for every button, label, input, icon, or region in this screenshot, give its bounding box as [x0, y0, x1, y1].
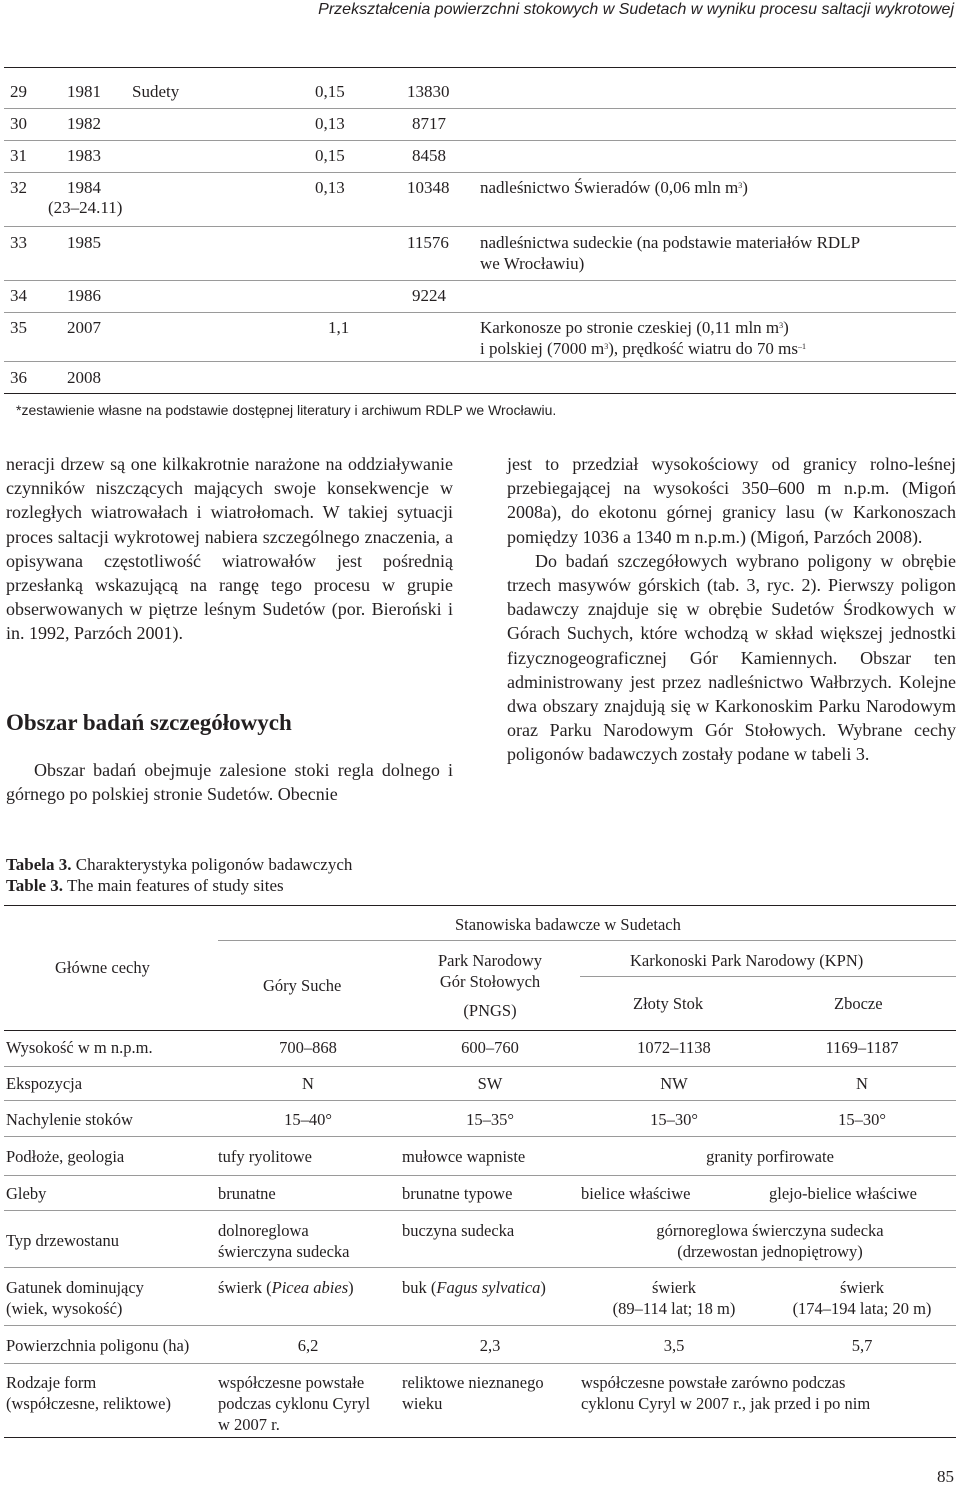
cell-year: 1982: [67, 114, 101, 133]
cell: 1169–1187: [825, 1038, 899, 1057]
cell: świerk: [652, 1278, 696, 1297]
cell-trees: 8458: [412, 146, 446, 165]
cell-trees: 9224: [412, 286, 446, 305]
th-zbocze: Zbocze: [834, 994, 883, 1013]
section-heading: Obszar badań szczegółowych: [6, 710, 292, 735]
cell: 2,3: [479, 1336, 501, 1355]
cell: cyklonu Cyryl w 2007 r., jak przed i po nim: [581, 1394, 871, 1413]
cell: SW: [477, 1074, 503, 1093]
cell: 15–40°: [284, 1110, 332, 1129]
cell: 6,2: [297, 1336, 319, 1355]
prev-table: [0, 0, 960, 410]
cell-volume: 0,15: [315, 82, 345, 101]
th-pngs-2: Gór Stołowych: [439, 972, 541, 991]
row-label: Gleby: [6, 1184, 47, 1203]
cell-year: 1984: [67, 178, 101, 197]
paragraph: Do badań szczegółowych wybrano poligony w obrębie trzech masywów górskich (tab. 3, ryc. 2). Pierwszy poligon badawczy znajduje się w obrębie Sudetów Środkowych w Górach Suchych, które wchodzą w skład większej jednostki fizycznogeograficznej Gór Kamiennych. Obszar ten administrowany jest przez nadleśnictwo Wałbrzych. Kolejne dwa obszary znajdują się w Karkonoskim Parku Narodowym oraz Parku Narodowym Gór Stołowych. Wybrane cechy poligonów badawczych zostały podane w tabeli 3.: [507, 550, 956, 765]
left-column: [6, 452, 453, 646]
row-rule: [4, 1175, 956, 1176]
cell-no: 31: [10, 146, 27, 165]
row-rule: [4, 140, 956, 141]
th-pngs-3: (PNGS): [463, 1001, 517, 1020]
cell: współczesne powstałe zarówno podczas: [581, 1373, 846, 1392]
cell: buk (Fagus sylvatica): [402, 1278, 546, 1297]
th-gory-suche: Góry Suche: [263, 976, 342, 995]
row-rule: [4, 1066, 956, 1067]
cell: 700–868: [279, 1038, 337, 1057]
running-header: Przekształcenia powierzchni stokowych w Sudetach w wyniku procesu saltacji wykrotowej: [318, 1, 954, 18]
row-label: Rodzaje form: [6, 1373, 97, 1392]
th-pngs: Park Narodowy: [437, 951, 543, 970]
cell: (174–194 lata; 20 m): [792, 1299, 932, 1318]
row-rule: [4, 172, 956, 173]
table-footnote: *zestawienie własne na podstawie dostępnej literatury i archiwum RDLP we Wrocławiu.: [16, 402, 557, 418]
cell-trees: 8717: [412, 114, 446, 133]
cell: w 2007 r.: [218, 1415, 280, 1434]
cell-note: nadleśnictwa sudeckie (na podstawie materiałów RDLP: [480, 233, 861, 252]
cell: NW: [660, 1074, 688, 1093]
cell-no: 33: [10, 233, 27, 252]
kpn-rule: [580, 976, 956, 977]
row-label: Nachylenie stoków: [6, 1110, 133, 1129]
row-rule: [4, 1267, 956, 1268]
th-group: Stanowiska badawcze w Sudetach: [455, 915, 681, 934]
paragraph: neracji drzew są one kilkakrotnie narażone na oddziaływanie czynników niszczących mających swoje konsekwencje w rozległych wiatrowałach i wiatrołomach. W takiej sytuacji proces saltacji wykrotowej nabiera szczególnego znaczenia, a opisywana częstotliwość wiatrowałów jest pośrednią przesłanką wskazującą na rangę tego procesu w grupie obserwowanych w piętrze leśnym Sudetów (por. Bieroński i in. 1992, Parzóch 2001).: [6, 454, 453, 644]
th-main-features: Główne cechy: [55, 958, 150, 977]
row-rule: [4, 280, 956, 281]
cell: 600–760: [461, 1038, 519, 1057]
cell-year: 1981: [67, 82, 101, 101]
row-label: Typ drzewostanu: [6, 1231, 119, 1250]
row-rule: [4, 312, 956, 313]
cell-volume: 0,15: [315, 146, 345, 165]
row-label: Powierzchnia poligonu (ha): [6, 1336, 190, 1355]
cell-year: 2007: [67, 318, 101, 337]
row-label: (współczesne, reliktowe): [6, 1394, 171, 1413]
row-rule: [4, 1136, 956, 1137]
cell: brunatne: [218, 1184, 276, 1203]
cell-note: Karkonosze po stronie czeskiej (0,11 mln $m^3$): [480, 318, 789, 337]
table3-top-rule: [4, 905, 956, 906]
cell: mułowce wapniste: [402, 1147, 526, 1166]
cell: (drzewostan jednopiętrowy): [677, 1242, 863, 1261]
cell-no: 32: [10, 178, 27, 197]
row-rule: [4, 1100, 956, 1101]
page-number: 85: [937, 1467, 954, 1486]
cell-year: 1986: [67, 286, 101, 305]
cell: 15–30°: [838, 1110, 886, 1129]
group-rule: [218, 940, 956, 941]
row-rule: [4, 1210, 956, 1211]
cell-region: Sudety: [132, 82, 180, 101]
cell-no: 36: [10, 368, 27, 387]
cell: świerk: [840, 1278, 884, 1297]
cell-year-date: (23–24.11): [48, 198, 123, 217]
cell-volume: 0,13: [315, 114, 345, 133]
cell-no: 34: [10, 286, 27, 305]
table-bottom-rule: [4, 393, 956, 394]
table3-bottom-rule: [4, 1437, 956, 1438]
row-rule: [4, 226, 956, 227]
cell: świerk (Picea abies): [218, 1278, 354, 1297]
cell: buczyna sudecka: [402, 1221, 515, 1240]
left-column-2: [6, 758, 453, 806]
row-label: Wysokość w m n.p.m.: [6, 1038, 153, 1057]
cell: 15–35°: [466, 1110, 514, 1129]
cell: granity porfirowate: [706, 1147, 834, 1166]
table3-caption-en: Table 3. The main features of study sites: [6, 876, 284, 895]
cell: (89–114 lat; 18 m): [612, 1299, 736, 1318]
paragraph: jest to przedział wysokościowy od granicy rolno-leśnej przebiegającej na wysokości 350–600 m n.p.m. (Migoń 2008a), do ekotonu górnej granicy lasu (w Karkonoszach pomiędzy 1036 a 1340 m n.p.m.) (Migoń, Parzóch 2008).: [507, 454, 956, 547]
cell: bielice właściwe: [581, 1184, 691, 1203]
cell: dolnoreglowa: [218, 1221, 309, 1240]
cell: 5,7: [851, 1336, 873, 1355]
cell: N: [856, 1074, 868, 1093]
right-column: [507, 452, 956, 767]
row-rule: [4, 108, 956, 109]
paragraph: Obszar badań obejmuje zalesione stoki regla dolnego i górnego po polskiej stronie Sudetów. Obecnie: [6, 760, 453, 805]
cell-note: nadleśnictwo Świeradów (0,06 mln $m^3$): [480, 178, 748, 197]
row-rule: [4, 361, 956, 362]
th-zloty-stok: Złoty Stok: [633, 994, 704, 1013]
row-label: (wiek, wysokość): [6, 1299, 123, 1318]
cell: glejo-bielice właściwe: [769, 1184, 917, 1203]
cell-no: 30: [10, 114, 27, 133]
th-kpn: Karkonoski Park Narodowy (KPN): [630, 951, 864, 970]
cell-note-cont: we Wrocławiu): [480, 254, 585, 273]
cell: górnoreglowa świerczyna sudecka: [656, 1221, 884, 1240]
header-bottom-rule: [4, 1030, 956, 1031]
row-rule: [4, 1363, 956, 1364]
cell-year: 2008: [67, 368, 101, 387]
cell: podczas cyklonu Cyryl: [218, 1394, 371, 1413]
cell: 3,5: [663, 1336, 685, 1355]
row-label: Podłoże, geologia: [6, 1147, 125, 1166]
cell-no: 29: [10, 82, 27, 101]
cell-trees: 10348: [407, 178, 450, 197]
cell: N: [302, 1074, 314, 1093]
cell-year: 1985: [67, 233, 101, 252]
table3-caption-pl: Tabela 3. Charakterystyka poligonów badawczych: [6, 855, 353, 874]
cell-trees: 13830: [407, 82, 450, 101]
cell: świerczyna sudecka: [218, 1242, 350, 1261]
cell: brunatne typowe: [402, 1184, 513, 1203]
cell: 1072–1138: [637, 1038, 711, 1057]
cell: reliktowe nieznanego: [402, 1373, 544, 1392]
cell: 15–30°: [650, 1110, 698, 1129]
cell-year: 1983: [67, 146, 101, 165]
cell-note-cont: i polskiej (7000 $m^3$), prędkość wiatru do 70 $ms^{-1}$: [480, 339, 807, 358]
cell-volume: 1,1: [328, 318, 350, 337]
cell-no: 35: [10, 318, 27, 337]
cell: współczesne powstałe: [218, 1373, 365, 1392]
cell: tufy ryolitowe: [218, 1147, 312, 1166]
row-label: Gatunek dominujący: [6, 1278, 144, 1297]
cell-volume: 0,13: [315, 178, 345, 197]
row-rule: [4, 1325, 956, 1326]
row-label: Ekspozycja: [6, 1074, 83, 1093]
cell-trees: 11576: [407, 233, 449, 252]
cell: wieku: [402, 1394, 443, 1413]
